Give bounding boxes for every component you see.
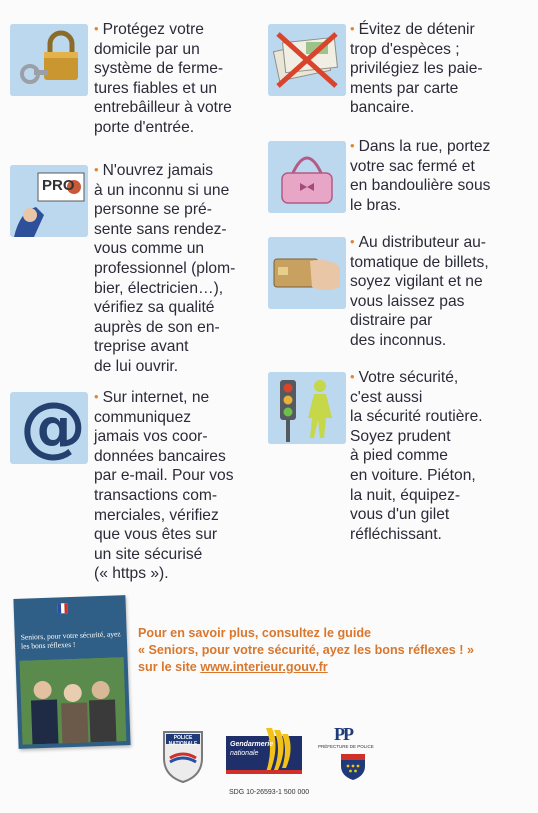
tip-line: treprise avant [94, 338, 189, 356]
bullet: • [94, 21, 99, 36]
tip-line: c'est aussi [350, 388, 423, 406]
tip-line: par e-mail. Pour vos [94, 467, 234, 485]
bullet: • [350, 21, 355, 36]
tip-line: Votre sécurité, [358, 369, 459, 386]
tip-line: professionnel (plom- [94, 259, 236, 277]
tip-line: le bras. [350, 196, 402, 214]
tip-line: votre sac fermé et [350, 157, 475, 175]
tip-unknown-visitor-text [94, 161, 264, 377]
tip-line: distraire par [350, 312, 433, 330]
tip-line: soyez vigilant et ne [350, 273, 483, 291]
bank-card-icon [268, 237, 346, 309]
bullet: • [350, 138, 355, 153]
tip-line: Soyez prudent [350, 427, 451, 445]
tip-line: bancaire. [350, 99, 415, 117]
tip-line: système de ferme- [94, 60, 224, 78]
guide-line-3-prefix: sur le site [138, 660, 201, 674]
tip-line: jamais vos coor- [94, 428, 208, 446]
tip-line: à un inconnu si une [94, 181, 230, 199]
tip-line: auprès de son en- [94, 318, 220, 336]
tip-line: bier, électricien…), [94, 279, 224, 297]
tip-line: données bancaires [94, 447, 226, 465]
tip-line: vous laissez pas [350, 292, 465, 310]
tip-line: des inconnus. [350, 331, 447, 349]
handbag-icon [268, 141, 346, 213]
tip-atm-text [350, 233, 538, 351]
tip-line: privilégiez les paie- [350, 60, 483, 78]
bullet: • [350, 369, 355, 384]
prefecture-label: PRÉFECTURE DE POLICE [318, 744, 374, 749]
bullet: • [350, 234, 355, 249]
tip-line: personne se pré- [94, 201, 212, 219]
tip-line: vous comme un [94, 240, 205, 258]
tip-line: que vous êtes sur [94, 526, 218, 544]
tip-line: vous d'un gilet [350, 506, 450, 524]
guide-cover-title: Seniors, pour votre sécurité, ayez les bons réflexes ! [20, 629, 121, 651]
bullet: • [94, 389, 99, 404]
at-sign-icon [10, 392, 88, 464]
tip-handbag-text [350, 137, 538, 215]
tip-lock-home-text [94, 20, 264, 138]
tip-line: merciales, vérifiez [94, 506, 219, 524]
traffic-light-pedestrian-icon [268, 372, 346, 444]
tip-line: ments par carte [350, 79, 459, 97]
bullet: • [94, 162, 99, 177]
tip-line: un site sécurisé [94, 545, 203, 563]
tip-line: Au distributeur au- [358, 234, 486, 251]
prefecture-mark: PP [334, 724, 352, 744]
tip-line: en voiture. Piéton, [350, 466, 476, 484]
tip-line: N'ouvrez jamais [102, 162, 213, 179]
guide-website-link[interactable]: www.interieur.gouv.fr [200, 660, 328, 674]
gendarmerie-label-2: nationale [230, 750, 259, 757]
tip-line: (« https »). [94, 565, 169, 583]
tip-line: à pied comme [350, 447, 448, 465]
tip-road-safety-text [350, 368, 538, 544]
tip-line: Protégez votre [102, 21, 204, 38]
tip-line: Dans la rue, portez [358, 138, 491, 155]
tip-line: Évitez de détenir [358, 21, 475, 38]
tip-line: de lui ouvrir. [94, 357, 179, 375]
tip-line: la sécurité routière. [350, 408, 483, 426]
gendarmerie-label-1: Gendarmerie [230, 741, 274, 748]
tip-line: Sur internet, ne [102, 389, 210, 406]
tip-line: domicile par un [94, 40, 200, 58]
prefecture-shield-logo [339, 752, 367, 782]
tip-line: en bandoulière sous [350, 177, 491, 195]
tip-line: entrebâilleur à votre [94, 99, 232, 117]
tip-line: porte d'entrée. [94, 118, 195, 136]
tip-line: réfléchissant. [350, 525, 442, 543]
tip-line: vérifiez sa qualité [94, 299, 215, 317]
guide-line-1: Pour en savoir plus, consultez le guide [138, 626, 372, 640]
reference-code: SDG 10-26593-1 500 000 [229, 789, 310, 796]
visitor-badge-icon [10, 165, 88, 237]
tip-line: transactions com- [94, 486, 218, 504]
tip-line: communiquez [94, 408, 192, 426]
tip-line: tures fiables et un [94, 79, 218, 97]
guide-info [138, 625, 528, 676]
pro-badge-label: PRO [42, 177, 75, 194]
tip-line: la nuit, équipez- [350, 486, 461, 504]
guide-line-3 [138, 659, 528, 676]
tip-internet-banking-text [94, 388, 264, 584]
at-glyph: @ [20, 392, 86, 464]
tip-line: tomatique de billets, [350, 253, 489, 271]
police-nationale-label: POLICE NATIONALE [168, 735, 198, 747]
crossed-cash-icon [268, 24, 346, 96]
tip-line: sente sans rendez- [94, 220, 227, 238]
guide-line-2: « Seniors, pour votre sécurité, ayez les bons réflexes ! » [138, 643, 474, 657]
tip-avoid-cash-text [350, 20, 538, 118]
tip-line: trop d'espèces ; [350, 40, 460, 58]
padlock-icon [10, 24, 88, 96]
